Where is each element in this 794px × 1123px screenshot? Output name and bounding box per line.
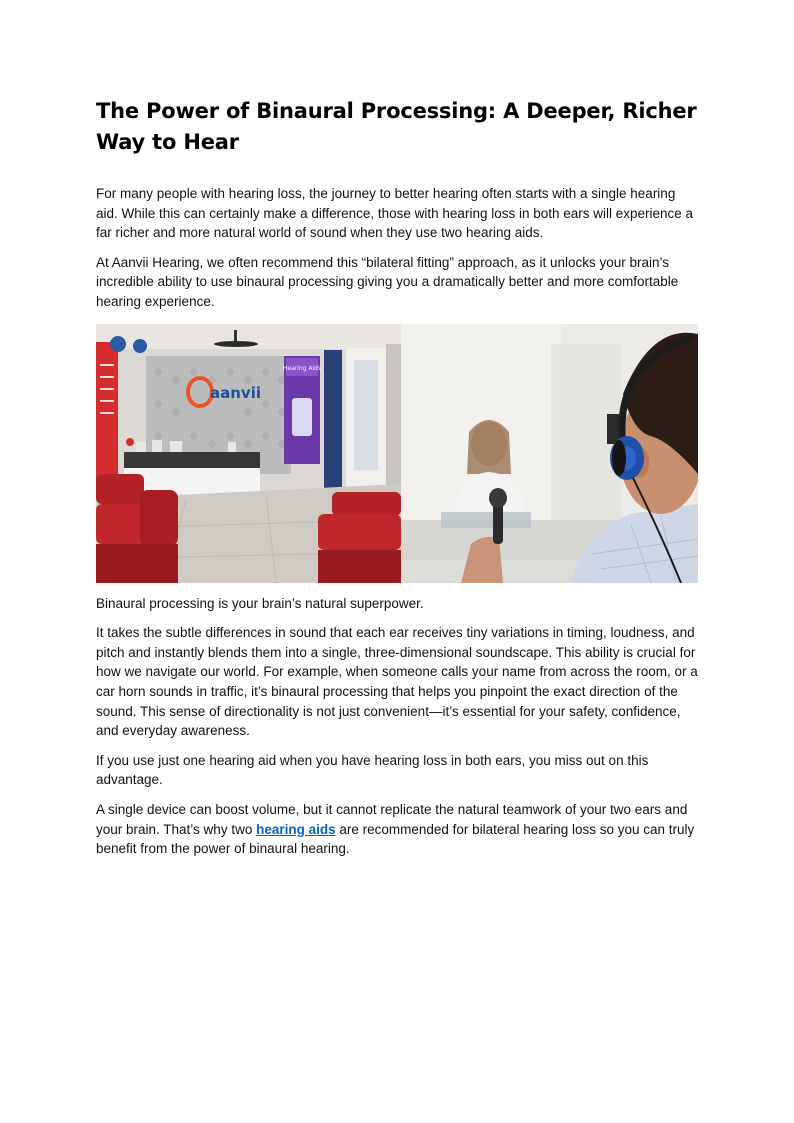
intro-paragraph-2: At Aanvii Hearing, we often recommend this “bilateral fitting” approach, as it unlocks your brain’s incredible ability to use binaural processing giving you a dramatically better and more comfortable hearing experience. [96, 254, 679, 309]
body-paragraph-3-end: are recommended for bilateral hearing loss so you can truly benefit from the power of binaural hearing. [96, 821, 695, 857]
section-lead: Binaural processing is your brain’s natural superpower. [96, 595, 424, 611]
hearing-test-photo [401, 324, 698, 583]
photo-row [96, 324, 698, 583]
clinic-reception-illustration [96, 324, 401, 583]
body-paragraph-3 [96, 800, 698, 859]
poster-text: Hearing Aids [282, 364, 322, 372]
hearing-aids-link[interactable]: hearing aids [256, 821, 336, 837]
hearing-test-illustration [401, 324, 698, 583]
page-title: The Power of Binaural Processing: A Deeper, Richer Way to Hear [96, 99, 697, 154]
body-paragraph-3-start: A single device can boost volume, but it cannot replicate the natural teamwork of your two ears and your brain. That’s why two [96, 801, 688, 837]
body-paragraph-2: If you use just one hearing aid when you have hearing loss in both ears, you miss out on this advantage. [96, 752, 649, 788]
body-paragraph-1: It takes the subtle differences in sound that each ear receives tiny variations in timing, loudness, and pitch and instantly blends them into a single, three-dimensional soundscape. This ability is crucial for how we navigate our world. For example, when someone calls your name from across the room, or a car horn sounds in traffic, it’s binaural processing that helps you pinpoint the exact direction of the sound. This sense of directionality is not just convenient—it’s essential for your safety, confidence, and everyday awareness. [96, 625, 698, 739]
clinic-logo-text: aanvii [210, 383, 261, 402]
clinic-reception-photo [96, 324, 401, 583]
intro-paragraph-1: For many people with hearing loss, the journey to better hearing often starts with a single hearing aid. While this can certainly make a difference, those with hearing loss in both ears will experience a far richer and more natural world of sound when they use two hearing aids. [96, 186, 694, 241]
document-page [96, 96, 698, 869]
